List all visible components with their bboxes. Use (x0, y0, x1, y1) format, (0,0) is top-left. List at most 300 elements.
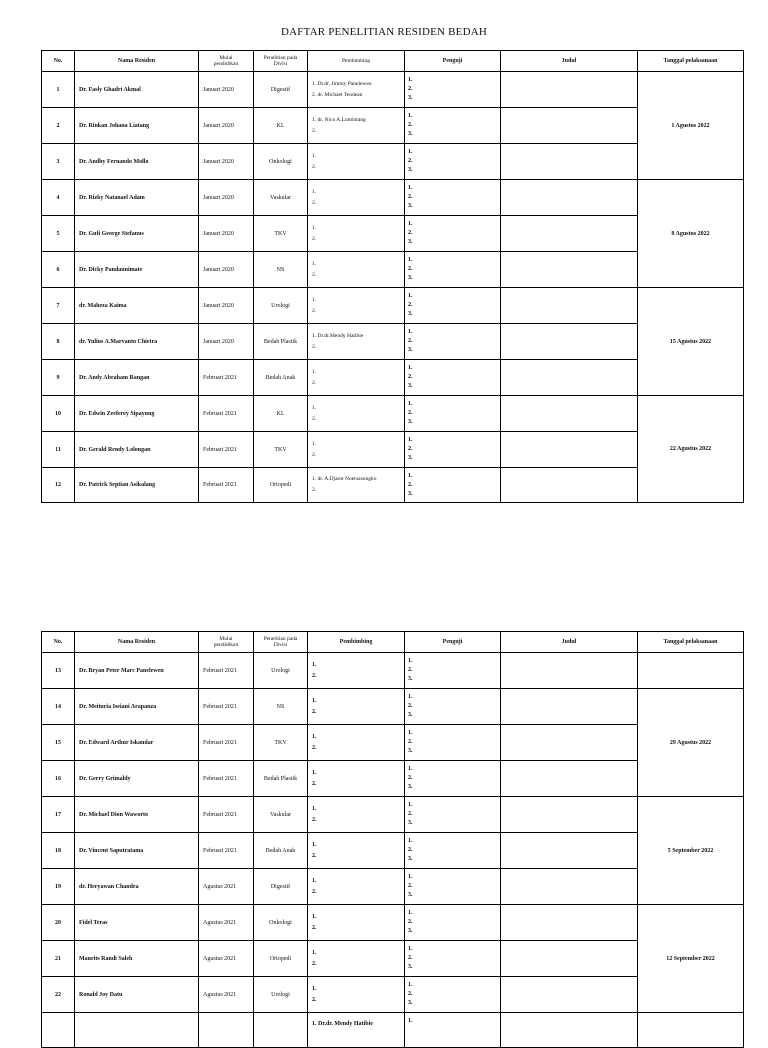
penguji-cell (405, 905, 501, 941)
row-number: 6 (42, 252, 75, 288)
table-row (42, 288, 744, 324)
pembimbing-cell (308, 869, 405, 905)
pembimbing-line: 1. (312, 368, 317, 375)
row-number: 19 (42, 869, 75, 905)
header-no: No. (42, 51, 75, 72)
judul-cell (501, 360, 638, 396)
table-row (42, 689, 744, 725)
mulai-pendidikan: Januari 2020 (199, 288, 254, 324)
pembimbing-line: 2. (312, 127, 317, 134)
table-row (42, 905, 744, 941)
penguji-line: 2. (408, 739, 413, 745)
penguji-line: 2. (408, 410, 413, 416)
pembimbing-line: 2. (312, 415, 317, 422)
judul-cell (501, 977, 638, 1013)
penguji-cell (405, 761, 501, 797)
mulai-pendidikan: Januari 2020 (199, 144, 254, 180)
resident-name: Maurits Randi Saleh (75, 941, 199, 977)
penguji-line: 3. (408, 419, 413, 425)
table-row (42, 396, 744, 432)
penguji-line: 2. (408, 122, 413, 128)
penguji-line: 2. (408, 955, 413, 961)
divisi: Bedah Plastik (254, 761, 308, 797)
pembimbing-cell (308, 689, 405, 725)
penguji-line: 1. (408, 77, 413, 83)
header-pembimbing: Pembimbing (308, 51, 405, 72)
resident-name: Dr. Rizky Natanael Adam (75, 180, 199, 216)
row-number: 2 (42, 108, 75, 144)
divisi: Vaskular (254, 180, 308, 216)
pembimbing-line: 1. dr. Nico A.Lumintang (312, 116, 366, 123)
penguji-cell (405, 108, 501, 144)
table-row (42, 72, 744, 108)
penguji-line: 3. (408, 347, 413, 353)
penguji-line: 3. (408, 131, 413, 137)
row-number: 9 (42, 360, 75, 396)
resident-name: Dr. Andy Abraham Rangan (75, 360, 199, 396)
judul-cell (501, 869, 638, 905)
mulai-pendidikan: Februari 2021 (199, 653, 254, 689)
pembimbing-line: 1. (312, 769, 317, 776)
mulai-pendidikan: Februari 2021 (199, 833, 254, 869)
penguji-line: 2. (408, 811, 413, 817)
pembimbing-line: 1. (312, 913, 317, 920)
row-number: 1 (42, 72, 75, 108)
penguji-cell (405, 1013, 501, 1048)
row-number: 22 (42, 977, 75, 1013)
penguji-cell (405, 468, 501, 503)
judul-cell (501, 324, 638, 360)
penguji-cell (405, 432, 501, 468)
penguji-cell (405, 689, 501, 725)
pembimbing-line: 2. (312, 487, 317, 493)
penguji-line: 1. (408, 472, 413, 479)
resident-name: Dr. Andhy Fernando Mollo (75, 144, 199, 180)
pembimbing-line: 1. (312, 224, 317, 231)
penguji-line: 1. (408, 802, 413, 808)
pembimbing-cell (308, 288, 405, 324)
row-number: 4 (42, 180, 75, 216)
penguji-line: 2. (408, 481, 413, 488)
header-penguji: Penguji (405, 51, 501, 72)
row-number: 18 (42, 833, 75, 869)
tanggal-pelaksanaan: 5 September 2022 (638, 797, 744, 905)
header-pembimbing: Pembimbing (308, 632, 405, 653)
divisi: TKV (254, 216, 308, 252)
pembimbing-line: 1. (312, 188, 317, 195)
tanggal-pelaksanaan: 1 Agustus 2022 (638, 72, 744, 180)
penguji-line: 1. (408, 874, 413, 880)
row-number: 21 (42, 941, 75, 977)
penguji-line: 1. (408, 257, 413, 263)
penguji-cell (405, 324, 501, 360)
judul-cell (501, 905, 638, 941)
penguji-cell (405, 144, 501, 180)
pembimbing-line: 2. (312, 235, 317, 242)
pembimbing-line: 2. (312, 744, 317, 751)
pembimbing-line: 1. (312, 841, 317, 848)
pembimbing-line: 1. (312, 404, 317, 411)
resident-name: Ronald Joy Datu (75, 977, 199, 1013)
penguji-line: 3. (408, 748, 413, 754)
resident-name: Dr. Bryan Peter Marc Panelewen (75, 653, 199, 689)
mulai-pendidikan: Februari 2021 (199, 725, 254, 761)
mulai-pendidikan: Februari 2021 (199, 468, 254, 503)
penguji-line: 3. (408, 311, 413, 317)
judul-cell (501, 941, 638, 977)
resident-name: Dr. Edward Arthur Iskandar (75, 725, 199, 761)
penguji-cell (405, 396, 501, 432)
penguji-line: 3. (408, 203, 413, 209)
mulai-pendidikan: Februari 2021 (199, 396, 254, 432)
pembimbing-line: 1. (312, 877, 317, 884)
pembimbing-line: 1. (312, 296, 317, 303)
row-number: 13 (42, 653, 75, 689)
pembimbing-line: 2. (312, 780, 317, 787)
row-number: 10 (42, 396, 75, 432)
pembimbing-line: 2. (312, 888, 317, 895)
divisi: NS (254, 689, 308, 725)
penguji-line: 1. (408, 365, 413, 371)
mulai-pendidikan: Agustus 2021 (199, 941, 254, 977)
judul-cell (501, 180, 638, 216)
penguji-line: 1. (408, 1017, 413, 1024)
pembimbing-cell (308, 252, 405, 288)
pembimbing-line: 1. Dr.dr. Mendy Hatibie (312, 1021, 373, 1027)
judul-cell (501, 396, 638, 432)
pembimbing-cell (308, 797, 405, 833)
resident-name: Dr. Gerald Rendy Lolongan (75, 432, 199, 468)
penguji-line: 2. (408, 703, 413, 709)
pembimbing-line (312, 1030, 404, 1041)
table-body-2 (42, 653, 744, 1048)
judul-cell (501, 144, 638, 180)
pembimbing-line: 1. (312, 260, 317, 267)
mulai-pendidikan: Agustus 2021 (199, 905, 254, 941)
mulai-pendidikan: Januari 2020 (199, 216, 254, 252)
tanggal-pelaksanaan (638, 653, 744, 689)
judul-cell (501, 468, 638, 503)
pembimbing-cell (308, 432, 405, 468)
resident-name (75, 1013, 199, 1048)
divisi: TKV (254, 432, 308, 468)
penguji-line: 2. (408, 883, 413, 889)
mulai-pendidikan: Agustus 2021 (199, 977, 254, 1013)
divisi: KL (254, 396, 308, 432)
divisi: Bedah Plastik (254, 324, 308, 360)
penguji-line (408, 1035, 500, 1044)
judul-cell (501, 108, 638, 144)
penguji-line: 3. (408, 490, 413, 497)
pembimbing-line: 2. (312, 451, 317, 458)
penguji-line: 3. (408, 167, 413, 173)
resident-name: Dr. Fasly Ghadri Akmal (75, 72, 199, 108)
penguji-line: 3. (408, 455, 413, 461)
pembimbing-cell (308, 324, 405, 360)
header-tanggal: Tanggal pelaksanaan (638, 51, 744, 72)
row-number: 8 (42, 324, 75, 360)
header-nama-residen: Nama Residen (75, 632, 199, 653)
header-mulai-pendidikan: Mulai pendidikan (199, 632, 254, 653)
divisi: Urologi (254, 653, 308, 689)
divisi: Ortopedi (254, 468, 308, 503)
penguji-line: 1. (408, 694, 413, 700)
resident-name: dr. Maheza Kaima (75, 288, 199, 324)
divisi (254, 1013, 308, 1048)
penguji-line: 1. (408, 946, 413, 952)
divisi: TKV (254, 725, 308, 761)
mulai-pendidikan: Februari 2021 (199, 761, 254, 797)
tanggal-pelaksanaan: 8 Agustus 2022 (638, 180, 744, 288)
divisi: Onkologi (254, 144, 308, 180)
pembimbing-line: 1. (312, 152, 317, 159)
pembimbing-line: 1. (312, 661, 317, 668)
penguji-line: 2. (408, 158, 413, 164)
penguji-line: 1. (408, 730, 413, 736)
pembimbing-cell (308, 216, 405, 252)
penguji-cell (405, 360, 501, 396)
row-number: 5 (42, 216, 75, 252)
penguji-line: 3. (408, 239, 413, 245)
penguji-line: 1. (408, 658, 413, 664)
pembimbing-line: 1. (312, 949, 317, 956)
penguji-line: 3. (408, 856, 413, 862)
penguji-line: 3. (408, 820, 413, 826)
penguji-line: 1. (408, 766, 413, 772)
row-number: 11 (42, 432, 75, 468)
pembimbing-line: 2. (312, 343, 317, 350)
mulai-pendidikan: Agustus 2021 (199, 869, 254, 905)
tanggal-pelaksanaan: 15 Agustus 2022 (638, 288, 744, 396)
resident-name: Dr. Patrick Septian Asikalang (75, 468, 199, 503)
mulai-pendidikan: Januari 2020 (199, 324, 254, 360)
mulai-pendidikan: Februari 2021 (199, 689, 254, 725)
penguji-line: 2. (408, 338, 413, 344)
penguji-line: 2. (408, 302, 413, 308)
pembimbing-cell (308, 725, 405, 761)
pembimbing-line: 2. (312, 199, 317, 206)
mulai-pendidikan (199, 1013, 254, 1048)
judul-cell (501, 725, 638, 761)
penguji-cell (405, 797, 501, 833)
pembimbing-cell (308, 72, 405, 108)
table-header-row (42, 632, 744, 653)
penguji-line: 2. (408, 86, 413, 92)
pembimbing-line: 2. (312, 163, 317, 170)
resident-name: dr. Heryawan Chandra (75, 869, 199, 905)
mulai-pendidikan: Februari 2021 (199, 797, 254, 833)
pembimbing-line: 1. Dr.dr.Mendy Hatibie (312, 332, 364, 339)
penguji-cell (405, 216, 501, 252)
pembimbing-cell (308, 761, 405, 797)
header-divisi: Penelitian pada Divisi (254, 51, 308, 72)
divisi: Ortopedi (254, 941, 308, 977)
judul-cell (501, 288, 638, 324)
divisi: Onkologi (254, 905, 308, 941)
penguji-line: 3. (408, 275, 413, 281)
penguji-line (408, 1026, 500, 1035)
header-judul: Judul (501, 632, 638, 653)
divisi: Bedah Anak (254, 360, 308, 396)
table-row (42, 180, 744, 216)
resident-name: Dr. Michael Dion Waworto (75, 797, 199, 833)
pembimbing-line: 1. (312, 805, 317, 812)
pembimbing-cell (308, 396, 405, 432)
row-number: 15 (42, 725, 75, 761)
divisi: KL (254, 108, 308, 144)
penguji-cell (405, 252, 501, 288)
penguji-line: 2. (408, 847, 413, 853)
penguji-line: 2. (408, 230, 413, 236)
judul-cell (501, 653, 638, 689)
pembimbing-line: 2. (312, 996, 317, 1003)
header-mulai-pendidikan: Mulai pendidikan (199, 51, 254, 72)
penguji-cell (405, 941, 501, 977)
mulai-pendidikan: Februari 2021 (199, 360, 254, 396)
pembimbing-cell (308, 941, 405, 977)
penguji-line: 3. (408, 383, 413, 389)
document-title: DAFTAR PENELITIAN RESIDEN BEDAH (280, 26, 488, 38)
mulai-pendidikan: Januari 2020 (199, 108, 254, 144)
judul-cell (501, 1013, 638, 1048)
pembimbing-line: 1. Dr.dr. Jimmy Panelewen (312, 80, 372, 87)
pembimbing-cell (308, 108, 405, 144)
penguji-line: 1. (408, 910, 413, 916)
divisi: Vaskular (254, 797, 308, 833)
penguji-line: 2. (408, 446, 413, 452)
penguji-line: 1. (408, 982, 413, 988)
row-number (42, 1013, 75, 1048)
header-divisi: Penelitian pada Divisi (254, 632, 308, 653)
pembimbing-line: 2. dr. Michael Tendean (312, 91, 363, 98)
divisi: Bedah Anak (254, 833, 308, 869)
tanggal-pelaksanaan: 29 Agustus 2022 (638, 689, 744, 797)
resident-name: Dr. Rinkan Johana Liatang (75, 108, 199, 144)
resident-name: dr. Yulius A.Marvanto Chietra (75, 324, 199, 360)
row-number: 14 (42, 689, 75, 725)
judul-cell (501, 252, 638, 288)
penguji-cell (405, 180, 501, 216)
pembimbing-cell (308, 180, 405, 216)
penguji-line: 1. (408, 838, 413, 844)
pembimbing-cell (308, 360, 405, 396)
divisi: NS (254, 252, 308, 288)
judul-cell (501, 689, 638, 725)
pembimbing-line: 2. (312, 924, 317, 931)
penguji-line: 1. (408, 329, 413, 335)
resident-name: Dr. Gufi George Stefanus (75, 216, 199, 252)
penguji-cell (405, 653, 501, 689)
research-table-2 (41, 631, 744, 1048)
tanggal-pelaksanaan: 12 September 2022 (638, 905, 744, 1013)
mulai-pendidikan: Januari 2020 (199, 72, 254, 108)
header-judul: Judul (501, 51, 638, 72)
resident-name: Fidel Teras (75, 905, 199, 941)
pembimbing-cell (308, 653, 405, 689)
resident-name: Dr. Gerry Grimaldy (75, 761, 199, 797)
tanggal-pelaksanaan (638, 1013, 744, 1048)
row-number: 17 (42, 797, 75, 833)
header-nama-residen: Nama Residen (75, 51, 199, 72)
penguji-line: 1. (408, 437, 413, 443)
header-tanggal: Tanggal pelaksanaan (638, 632, 744, 653)
pembimbing-line: 2. (312, 672, 317, 679)
pembimbing-cell (308, 905, 405, 941)
header-no: No. (42, 632, 75, 653)
table-row (42, 797, 744, 833)
pembimbing-line: 1. (312, 440, 317, 447)
tanggal-pelaksanaan: 22 Agustus 2022 (638, 396, 744, 503)
table-row (42, 653, 744, 689)
mulai-pendidikan: Februari 2021 (199, 432, 254, 468)
penguji-line: 3. (408, 1000, 413, 1006)
pembimbing-cell (308, 468, 405, 503)
divisi: Digestif (254, 72, 308, 108)
table-body-1 (42, 72, 744, 503)
penguji-cell (405, 977, 501, 1013)
penguji-line: 2. (408, 775, 413, 781)
divisi: Urologi (254, 977, 308, 1013)
divisi: Digestif (254, 869, 308, 905)
penguji-line: 1. (408, 185, 413, 191)
mulai-pendidikan: Januari 2020 (199, 252, 254, 288)
judul-cell (501, 216, 638, 252)
penguji-line: 2. (408, 194, 413, 200)
judul-cell (501, 72, 638, 108)
penguji-line: 3. (408, 928, 413, 934)
row-number: 16 (42, 761, 75, 797)
row-number: 3 (42, 144, 75, 180)
table-header-row (42, 51, 744, 72)
pembimbing-line: 2. (312, 271, 317, 278)
penguji-line: 2. (408, 374, 413, 380)
pembimbing-line: 2. (312, 852, 317, 859)
resident-name: Dr. Vincent Saputratama (75, 833, 199, 869)
penguji-cell (405, 869, 501, 905)
pembimbing-line: 1. dr. A.Djarot Noersasongko (312, 476, 377, 482)
pembimbing-line: 2. (312, 816, 317, 823)
penguji-line: 1. (408, 149, 413, 155)
penguji-line: 3. (408, 892, 413, 898)
penguji-line: 3. (408, 712, 413, 718)
table-row (42, 1013, 744, 1048)
resident-name: Dr. Meituria Iseiani Arapanza (75, 689, 199, 725)
penguji-line: 1. (408, 113, 413, 119)
pembimbing-cell (308, 977, 405, 1013)
pembimbing-cell (308, 144, 405, 180)
pembimbing-line: 2. (312, 960, 317, 967)
penguji-line: 1. (408, 293, 413, 299)
resident-name: Dr. Edwin Zeeferey Sipayung (75, 396, 199, 432)
penguji-line: 3. (408, 964, 413, 970)
mulai-pendidikan: Januari 2020 (199, 180, 254, 216)
pembimbing-line: 2. (312, 708, 317, 715)
penguji-line: 2. (408, 667, 413, 673)
research-table-1 (41, 50, 744, 503)
penguji-line: 1. (408, 221, 413, 227)
penguji-line: 1. (408, 401, 413, 407)
pembimbing-cell (308, 833, 405, 869)
penguji-cell (405, 288, 501, 324)
penguji-line: 3. (408, 95, 413, 101)
header-penguji: Penguji (405, 632, 501, 653)
pembimbing-line: 1. (312, 985, 317, 992)
judul-cell (501, 833, 638, 869)
penguji-cell (405, 725, 501, 761)
penguji-line: 2. (408, 919, 413, 925)
penguji-cell (405, 72, 501, 108)
row-number: 7 (42, 288, 75, 324)
